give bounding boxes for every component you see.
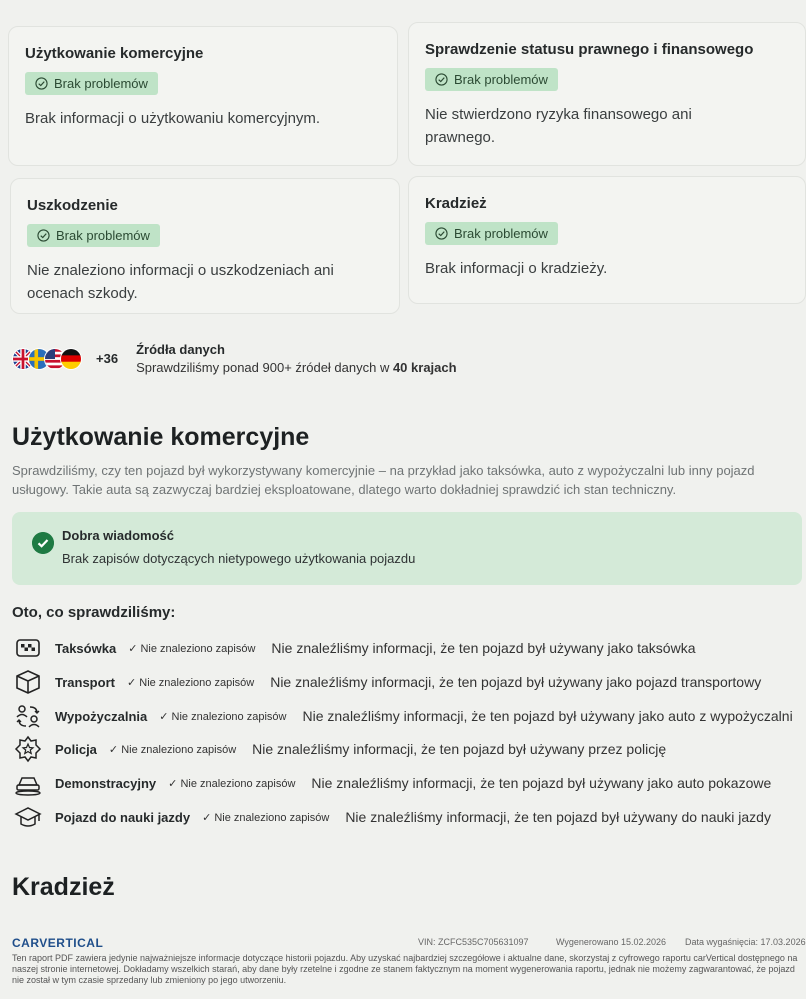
card-text: Brak informacji o kradzieży. xyxy=(425,260,608,277)
status-badge xyxy=(25,72,158,95)
check-circle-icon xyxy=(37,229,50,242)
row-status-label: Nie znaleziono zapisów xyxy=(121,743,237,756)
row-description: Nie znaleźliśmy informacji, że ten pojazd był używany jako taksówka xyxy=(271,640,696,656)
police-badge-icon xyxy=(14,735,42,763)
sources-text-bold: 40 krajach xyxy=(392,360,457,375)
row-status-label: Nie znaleziono zapisów xyxy=(180,777,296,790)
card-damage xyxy=(10,178,400,314)
checked-list-title: Oto, co sprawdziliśmy: xyxy=(12,604,176,621)
row-name: Demonstracyjny xyxy=(55,775,157,791)
rental-icon xyxy=(14,702,42,730)
badge-label: Brak problemów xyxy=(54,76,148,91)
row-status: ✓ Nie znaleziono zapisów xyxy=(128,642,256,655)
row-status: ✓ Nie znaleziono zapisów xyxy=(108,743,237,756)
check-row-taxi xyxy=(14,634,696,662)
row-name: Transport xyxy=(55,674,115,690)
check-row-demo xyxy=(14,769,771,797)
check-circle-icon xyxy=(35,77,48,90)
badge-label: Brak problemów xyxy=(454,72,548,87)
footer-disclaimer: Ten raport PDF zawiera jedynie najważniejsze informacje dotyczące historii pojazdu. Aby uzyskać najbardziej szczegółowe i aktualne dane, skorzystaj z cyfrowego raportu carVertical dostępnego na naszej stronie internetowej. Dokładamy wszelkich starań, aby dane były rzetelne i zgodne ze stanem faktycznym na moment wygenerowania raportu, jednak nie możemy zagwarantować, że pojazd nie został w tym czasie sprzedany lub zmieniony po jego utworzeniu. xyxy=(12,953,798,985)
section-heading-commercial: Użytkowanie komercyjne xyxy=(12,423,310,451)
footer-generated: Wygenerowano 15.02.2026 xyxy=(556,937,666,947)
row-name: Policja xyxy=(55,741,97,757)
sources-title: Źródła danych xyxy=(136,342,225,357)
section-intro: Sprawdziliśmy, czy ten pojazd był wykorzystywany komercyjnie – na przykład jako taksówka, auto z wypożyczalni lub inny pojazd usługowy. Takie auta są zazwyczaj bardziej eksploatowane, dlatego warto dokładniej sprawdzić ich stan techniczny. xyxy=(12,463,755,497)
card-title: Kradzież xyxy=(425,195,487,212)
badge-label: Brak problemów xyxy=(56,228,150,243)
card-commercial-use xyxy=(8,26,398,166)
status-badge xyxy=(425,68,558,91)
check-circle-icon xyxy=(435,227,448,240)
row-name: Taksówka xyxy=(55,640,117,656)
card-title: Sprawdzenie statusu prawnego i finansowego xyxy=(425,41,754,58)
card-text: Brak informacji o użytkowaniu komercyjnym. xyxy=(25,110,321,127)
row-status-label: Nie znaleziono zapisów xyxy=(214,811,330,824)
row-status: ✓ Nie znaleziono zapisów xyxy=(168,777,296,790)
check-circle-icon xyxy=(32,532,54,554)
status-badge xyxy=(27,224,160,247)
footer-vin: VIN: ZCFC535C705631097 xyxy=(418,937,529,947)
status-badge xyxy=(425,222,558,245)
check-row-transport xyxy=(14,668,761,696)
country-flags xyxy=(12,348,76,370)
row-status-label: Nie znaleziono zapisów xyxy=(140,642,256,655)
row-description: Nie znaleźliśmy informacji, że ten pojazd był używany jako auto z wypożyczalni xyxy=(302,708,793,724)
taxi-icon xyxy=(14,634,42,662)
graduation-cap-icon xyxy=(14,803,42,831)
brand-logo: CARVERTICAL xyxy=(12,936,104,950)
data-sources xyxy=(12,342,457,375)
row-status: ✓ Nie znaleziono zapisów xyxy=(126,676,255,689)
section-heading-theft: Kradzież xyxy=(12,873,115,901)
row-status: ✓ Nie znaleziono zapisów xyxy=(159,710,287,723)
sources-info xyxy=(136,342,457,375)
box-icon xyxy=(14,668,42,696)
badge-label: Brak problemów xyxy=(454,226,548,241)
sources-text xyxy=(136,360,457,375)
good-news-box xyxy=(12,512,802,585)
check-row-driving-school xyxy=(14,803,771,831)
check-row-rental xyxy=(14,702,793,730)
card-title: Użytkowanie komercyjne xyxy=(25,45,204,62)
germany-flag-icon xyxy=(60,348,82,370)
row-status-label: Nie znaleziono zapisów xyxy=(171,710,287,723)
card-legal-financial xyxy=(408,22,806,166)
row-description: Nie znaleźliśmy informacji, że ten pojazd był używany do nauki jazdy xyxy=(345,809,771,825)
row-description: Nie znaleźliśmy informacji, że ten pojazd był używany jako auto pokazowe xyxy=(311,775,772,791)
card-title: Uszkodzenie xyxy=(27,197,118,214)
row-name: Pojazd do nauki jazdy xyxy=(55,809,191,825)
row-status-label: Nie znaleziono zapisów xyxy=(139,676,255,689)
row-description: Nie znaleźliśmy informacji, że ten pojazd był używany jako pojazd transportowy xyxy=(270,674,762,690)
check-circle-icon xyxy=(435,73,448,86)
card-text: Nie stwierdzono ryzyka finansowego ani prawnego. xyxy=(425,106,692,146)
row-description: Nie znaleźliśmy informacji, że ten pojazd był używany przez policję xyxy=(252,741,667,757)
footer-expiry: Data wygaśnięcia: 17.03.2026 xyxy=(685,937,806,947)
more-countries-count: +36 xyxy=(96,351,119,366)
row-status: ✓ Nie znaleziono zapisów xyxy=(202,811,330,824)
good-news-text: Brak zapisów dotyczących nietypowego użytkowania pojazdu xyxy=(62,551,416,566)
row-name: Wypożyczalnia xyxy=(55,708,148,724)
check-row-police xyxy=(14,735,666,763)
demo-car-icon xyxy=(14,769,42,797)
card-theft xyxy=(408,176,806,304)
good-news-title: Dobra wiadomość xyxy=(62,528,174,543)
card-text: Nie znaleziono informacji o uszkodzeniach ani ocenach szkody. xyxy=(27,262,334,302)
sources-text-prefix: Sprawdziliśmy ponad 900+ źródeł danych w xyxy=(136,360,393,375)
